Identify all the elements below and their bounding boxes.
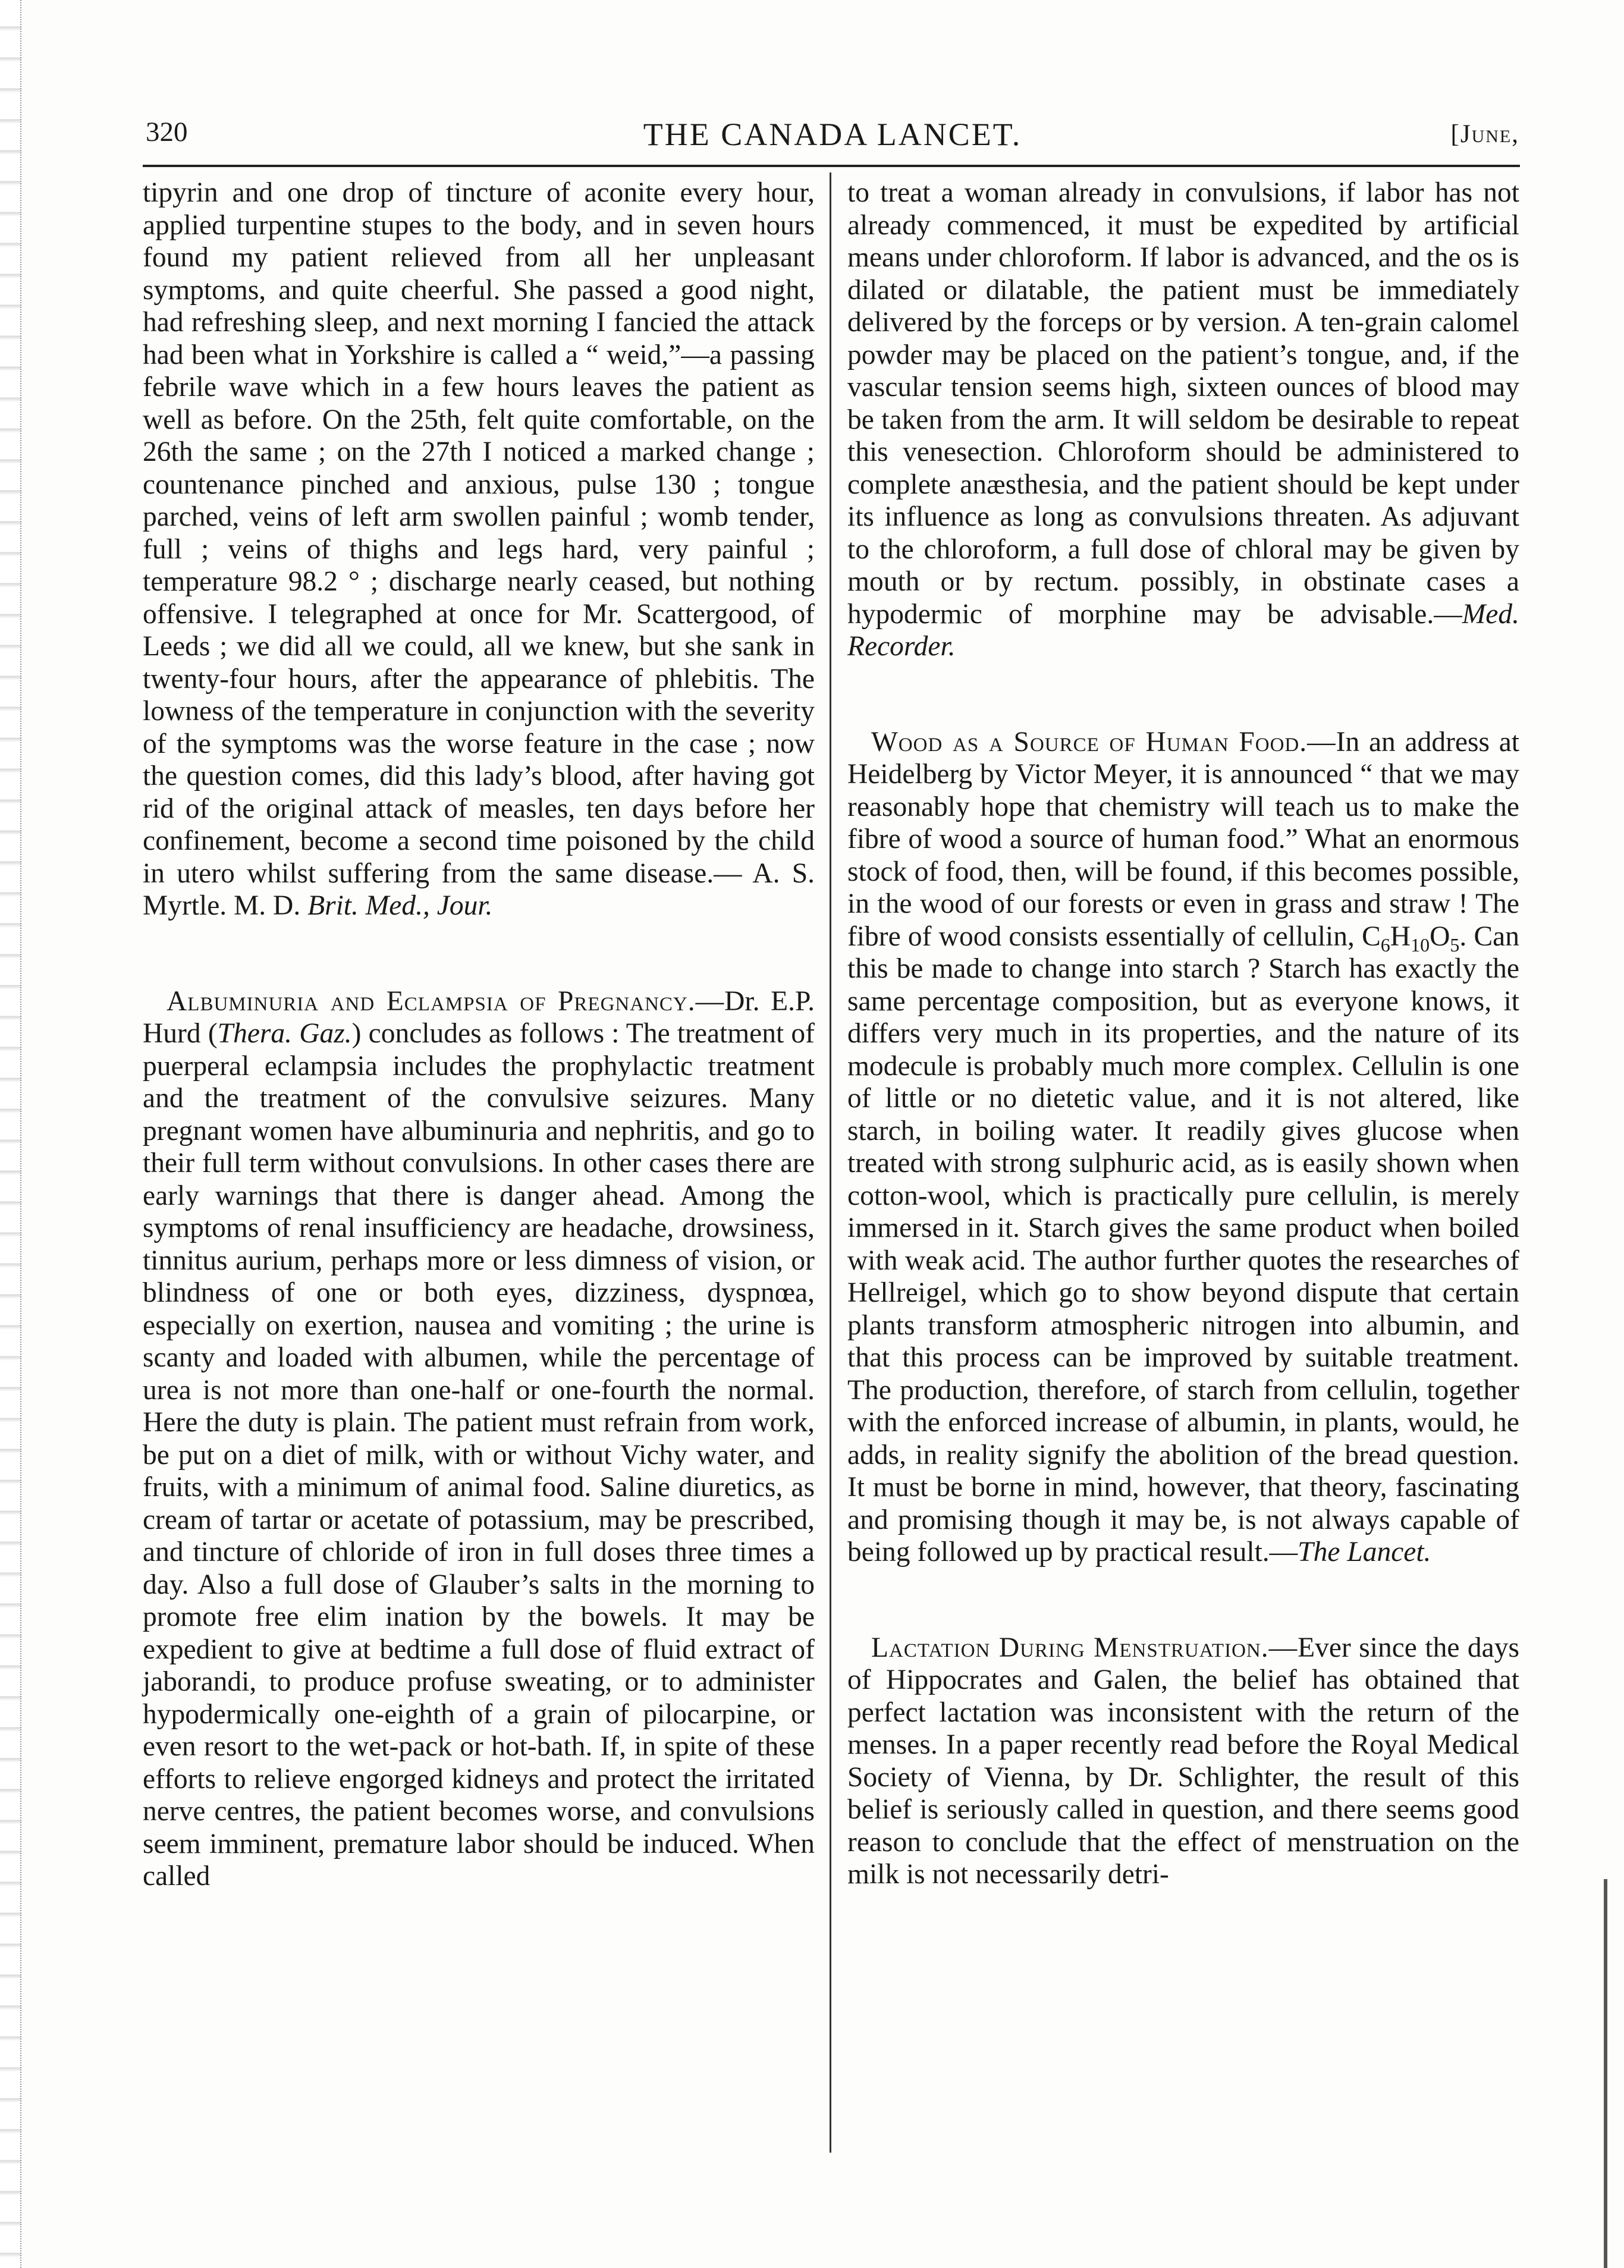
article-lactation-body: Ever since the days of Hippocrates and Galen, the belief has obtained that perfect lactation was inconsistent with the return of the menses. In a paper recently read before the Royal Medical Society of Vienna, by Dr. Schlighter, the result of this belief is seriously called in question, and there seems good reason to conclude that the effect of menstruation on the milk is not necessarily detri-: [847, 1632, 1519, 1890]
left-column: [143, 177, 815, 1893]
article-albuminuria-body-a: Dr. E.P. Hurd (: [143, 985, 815, 1049]
issue-month: [June,: [1450, 120, 1519, 148]
journal-title: THE CANADA LANCET.: [643, 117, 1022, 152]
article-wood-heading: Wood as a Source of Human Food.—: [871, 726, 1336, 758]
formula-element: H: [1390, 921, 1411, 952]
article-wood-food: [847, 726, 1519, 1569]
formula-subscript: 10: [1411, 934, 1430, 956]
article-myrtle-continuation: [143, 177, 815, 922]
column-divider: [830, 172, 831, 2153]
scan-right-edge-mark: [1604, 1879, 1607, 2268]
running-header: [146, 116, 1519, 160]
article-albuminuria-body-b: ) concludes as follows : The treatment of puerperal eclampsia includes the prophylactic treatment and the treatment of the convulsive seizures. Many pregnant women have albuminuria and nephritis, and go to their full term without convulsions. In other cases there are early warnings that there is danger ahead. Among the symptoms of renal insufficiency are headache, drowsiness, tinnitus aurium, perhaps more or less dimness of vision, or blindness of one or both eyes, dizziness, dyspnœa, especially on exertion, nausea and vomiting ; the urine is scanty and loaded with albumen, while the percentage of urea is not more than one-half or one-fourth the normal. Here the duty is plain. The patient must refrain from work, be put on a diet of milk, with or without Vichy water, and fruits, with a minimum of animal food. Saline diuretics, as cream of tartar or acetate of potassium, may be prescribed, and tincture of chloride of iron in full doses three times a day. Also a full dose of Glauber’s salts in the morning to promote free elim ination by the bowels. It may be expedient to give at bedtime a full dose of fluid extract of jaborandi, to produce profuse sweating, or to administer hypodermically one-eighth of a grain of pilocarpine, or even resort to the wet-pack or hot-bath. If, in spite of these efforts to relieve engorged kidneys and protect the irritated nerve centres, the patient becomes worse, and convulsions seem imminent, premature labor should be induced. When called: [143, 1018, 815, 1892]
article-spacer: [847, 663, 1519, 726]
page-number: 320: [146, 117, 188, 147]
article-albuminuria-source: Med. Recorder.: [847, 598, 1519, 662]
article-wood-body-a: In an address at Heidelberg by Victor Meyer, it is announced “ that we may reasonably hope that chemistry will teach us to make the fibre of wood a source of human food.” What an enormous stock of food, then, will be found, if this becomes possible, in the wood of our forests or even in grass and straw ! The fibre of wood consists essentially of cellulin, C: [847, 726, 1520, 952]
article-lactation-heading: Lactation During Menstruation.—: [871, 1632, 1298, 1663]
header-rule: [143, 165, 1520, 167]
scan-binding-edge: [0, 0, 21, 2268]
article-albuminuria: [143, 985, 815, 1893]
article-wood-source: The Lancet.: [1298, 1537, 1431, 1568]
article-albuminuria-heading: Albuminuria and Eclampsia of Pregnancy.—: [167, 985, 725, 1017]
article-spacer: [143, 922, 815, 985]
article-myrtle-body: tipyrin and one drop of tincture of aconite every hour, applied turpentine stupes to the body, and in seven hours found my patient relieved from all her unpleasant symptoms, and quite cheerful. She passed a good night, had refreshing sleep, and next morning I fancied the attack had been what in Yorkshire is called a “ weid,”—a passing febrile wave which in a few hours leaves the patient as well as before. On the 25th, felt quite comfortable, on the 26th the same ; on the 27th I noticed a marked change ; countenance pinched and anxious, pulse 130 ; tongue parched, veins of left arm swollen painful ; womb tender, full ; veins of thighs and legs hard, very painful ; temperature 98.2 ° ; discharge nearly ceased, but nothing offensive. I telegraphed at once for Mr. Scattergood, of Leeds ; we did all we could, all we knew, but she sank in twenty-four hours, after the appearance of phlebitis. The lowness of the temperature in conjunction with the severity of the symptoms was the worse feature in the case ; now the question comes, did this lady’s blood, after having got rid of the original attack of measles, ten days before her confinement, become a second time poisoned by the child in utero whilst suffering from the same disease.— A. S. Myrtle. M. D.: [143, 177, 815, 921]
article-lactation: [847, 1632, 1519, 1891]
article-albuminuria-body-c: to treat a woman already in convulsions, if labor has not already commenced, it must be expedited by artificial means under chloroform. If labor is advanced, and the os is dilated or dilatable, the patient must be immediately delivered by the forceps or by version. A ten-grain calomel powder may be placed on the patient’s tongue, and, if the vascular tension seems high, sixteen ounces of blood may be taken from the arm. It will seldom be desirable to repeat this venesection. Chloroform should be administered to complete anæsthesia, and the patient should be kept under its influence as long as convulsions threaten. As adjuvant to the chloroform, a full dose of chloral may be given by mouth or by rectum. possibly, in obstinate cases a hypodermic of morphine may be advisable.—: [847, 177, 1519, 630]
article-wood-body-b: . Can this be made to change into starch ? Starch has exactly the same percentage composition, but as everyone knows, it differs very much in its properties, and the nature of its modecule is probably much more complex. Cellulin is one of little or no dietetic value, and it is not altered, like starch, in boiling water. It readily gives glucose when treated with strong sulphuric acid, as is easily shown when cotton-wool, which is practically pure cellulin, is merely immersed in it. Starch gives the same product when boiled with weak acid. The author further quotes the researches of Hellreigel, which go to show beyond dispute that certain plants transform atmospheric nitrogen into albumin, and that this process can be improved by suitable treatment. The production, therefore, of starch from cellulin, together with the enforced increase of albumin, in plants, would, he adds, in reality signify the abolition of the bread question. It must be borne in mind, however, that theory, fascinating and promising though it may be, is not always capable of being followed up by practical result.—: [847, 921, 1520, 1568]
article-myrtle-source: Brit. Med., Jour.: [307, 890, 493, 921]
formula-subscript: 6: [1380, 934, 1390, 956]
article-albuminuria-continuation: [847, 177, 1519, 663]
article-albuminuria-inline-source: Thera. Gaz.: [217, 1018, 352, 1049]
formula-subscript: 5: [1450, 934, 1460, 956]
right-column: [847, 177, 1519, 1891]
formula-element: O: [1430, 921, 1450, 952]
article-spacer: [847, 1569, 1519, 1632]
